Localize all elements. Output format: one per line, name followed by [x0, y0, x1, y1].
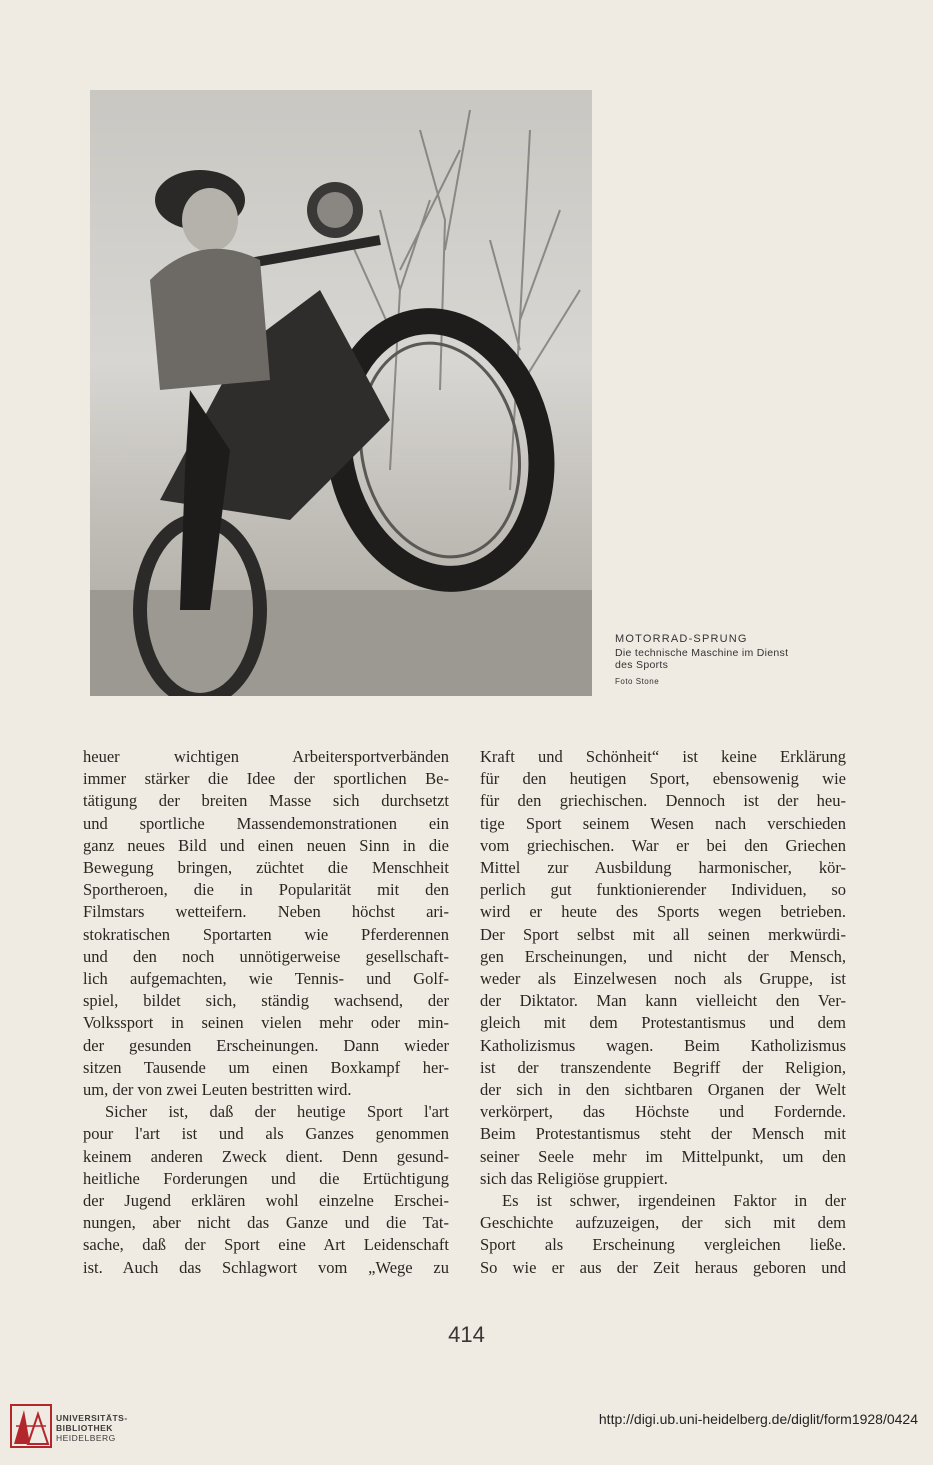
text-line: Sportheroen, die in Popularität mit den [83, 880, 449, 900]
text-line: tige Sport seinem Wesen nach verschieden [480, 813, 846, 833]
text-line: Bewegung bringen, züchtet die Menschheit [83, 858, 449, 878]
text-line: ist der transzendente Begriff der Religion, [480, 1057, 846, 1077]
text-line: der Diktator. Man kann vielleicht den Ver- [480, 991, 846, 1011]
text-line: Katholizismus wagen. Beim Katholizismus [480, 1035, 846, 1055]
text-line: für den griechischen. Dennoch ist der heu- [480, 791, 846, 811]
text-line: weder als Einzelwesen noch als Gruppe, ist [480, 969, 846, 989]
library-logo [10, 1404, 52, 1448]
source-url-link[interactable]: http://digi.ub.uni-heidelberg.de/diglit/form1928/0424 [598, 1411, 918, 1427]
text-line: vom griechischen. War er bei den Griechen [480, 835, 846, 855]
page-number: 414 [448, 1322, 485, 1347]
text-line: Filmstars wetteifern. Neben höchst ari- [83, 902, 449, 922]
text-line: sich das Religiöse gruppiert. [480, 1168, 668, 1188]
text-line: tätigung der breiten Masse sich durchsetzt [83, 791, 449, 811]
text-line: der Jugend erklären wohl einzelne Erschei- [83, 1191, 449, 1211]
text-line: Mittel zur Ausbildung harmonischer, kör- [480, 858, 846, 878]
photo-caption [615, 632, 855, 686]
text-line: seiner Seele mehr im Mittelpunkt, um den [480, 1146, 846, 1166]
text-line: ist. Auch das Schlagwort vom „Wege zu [83, 1257, 449, 1277]
motorcycle-photo [90, 90, 592, 696]
text-line: sitzen Tausende um einen Boxkampf her- [83, 1057, 449, 1077]
text-line: sache, daß der Sport eine Art Leidenschaft [83, 1235, 449, 1255]
text-line: gleich mit dem Protestantismus und dem [480, 1013, 846, 1033]
text-line: wird er heute des Sports wegen betrieben. [480, 902, 846, 922]
text-line: nungen, aber nicht das Ganze und die Tat- [83, 1213, 449, 1233]
text-line: der sich in den sichtbaren Organen der Welt [480, 1080, 846, 1100]
logo-line2: BIBLIOTHEK [56, 1423, 113, 1433]
caption-subtitle-line1: Die technische Maschine im Dienst [615, 647, 789, 659]
text-line: perlich gut funktionierender Individuen, so [480, 880, 846, 900]
library-logo-text [56, 1413, 128, 1443]
text-line: um, der von zwei Leuten bestritten wird. [83, 1080, 352, 1100]
text-line: Beim Protestantismus steht der Mensch mit [480, 1124, 846, 1144]
text-line: spiel, bildet sich, ständig wachsend, der [83, 991, 449, 1011]
text-line: gen Erscheinungen, und nicht der Mensch, [480, 946, 846, 966]
caption-credit: Foto Stone [615, 677, 660, 686]
logo-line3: HEIDELBERG [56, 1433, 116, 1443]
text-line: ganz neues Bild und einen neuen Sinn in die [83, 835, 449, 855]
text-line: verkörpert, das Höchste und Fordernde. [480, 1102, 846, 1122]
text-line: keinem anderen Zweck dient. Denn gesund- [83, 1146, 449, 1166]
text-line: Volkssport in seinen vielen mehr oder min- [83, 1013, 449, 1033]
text-line: Kraft und Schönheit“ ist keine Erklärung [480, 747, 846, 766]
caption-subtitle-line2: des Sports [615, 659, 669, 671]
text-column-left [83, 746, 449, 1279]
text-column-right [480, 746, 846, 1279]
text-line: heitliche Forderungen und die Ertüchtigung [83, 1168, 449, 1188]
text-line: heuer wichtigen Arbeitersportverbänden [83, 747, 449, 766]
logo-line1: UNIVERSITÄTS- [56, 1413, 128, 1423]
text-line: Sicher ist, daß der heutige Sport l'art [105, 1102, 449, 1122]
text-line: Der Sport selbst mit all seinen merkwürdi- [480, 924, 846, 944]
text-line: und den noch unnötigerweise gesellschaft- [83, 946, 449, 966]
text-line: Es ist schwer, irgendeinen Faktor in der [502, 1191, 846, 1211]
text-line: der gesunden Erscheinungen. Dann wieder [83, 1035, 449, 1055]
caption-title: MOTORRAD-SPRUNG [615, 633, 748, 645]
text-line: immer stärker die Idee der sportlichen Be- [83, 769, 449, 789]
text-line: Geschichte aufzuzeigen, der sich mit dem [480, 1213, 846, 1233]
text-line: So wie er aus der Zeit heraus geboren und [480, 1257, 846, 1277]
text-line: und sportliche Massendemonstrationen ein [83, 813, 449, 833]
text-line: für den heutigen Sport, ebensowenig wie [480, 769, 846, 789]
text-line: stokratischen Sportarten wie Pferderennen [83, 924, 449, 944]
text-line: Sport als Erscheinung vergleichen ließe. [480, 1235, 846, 1255]
text-line: lich aufgemachten, wie Tennis- und Golf- [83, 969, 449, 989]
text-line: pour l'art ist und als Ganzes genommen [83, 1124, 449, 1144]
